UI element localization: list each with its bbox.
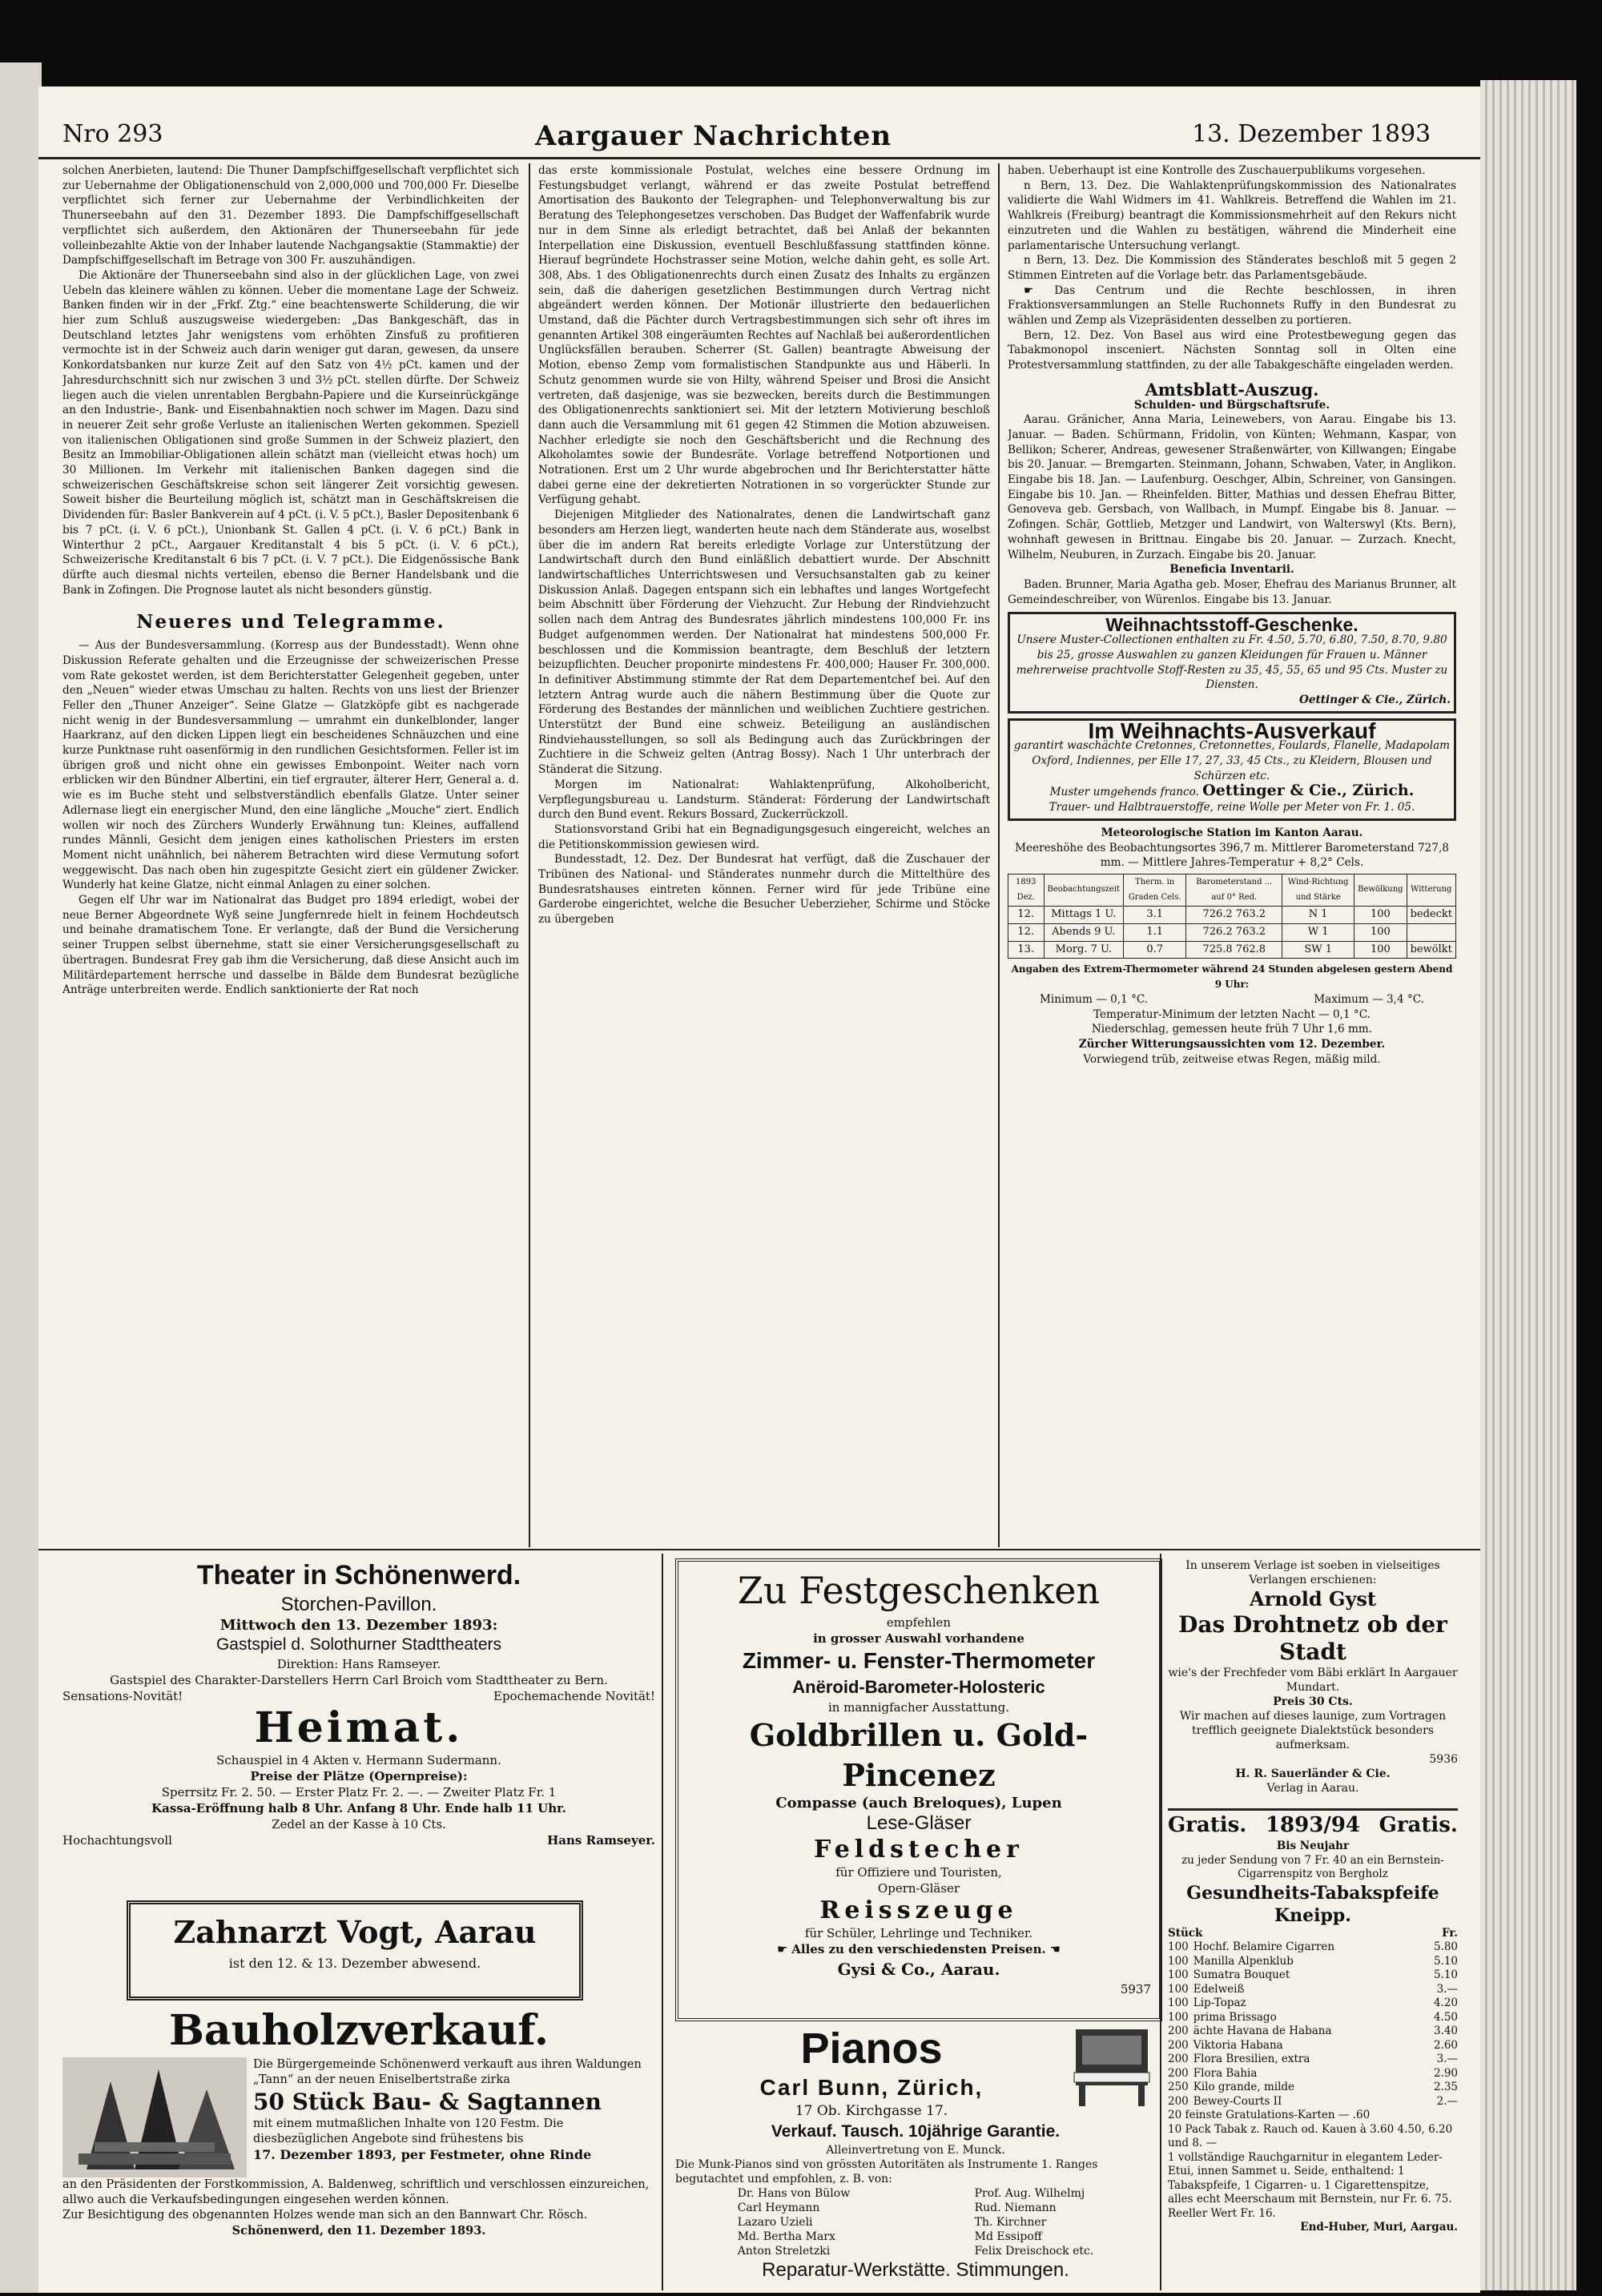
table-header-cell: 1893 Dez. xyxy=(1008,874,1045,906)
item-qty: 200 xyxy=(1168,2066,1189,2080)
item-name: Flora Bresilien, extra xyxy=(1193,2053,1310,2065)
list-item xyxy=(1168,2095,1458,2109)
section-heading: Neueres und Telegramme. xyxy=(136,611,445,633)
item-price: 5.80 xyxy=(1433,1940,1458,1953)
ad-text: 10 Pack Tabak z. Rauch od. Kauen à 3.60 4.50, 6.20 und 8. — xyxy=(1168,2122,1453,2149)
list-item: Carl Heymann xyxy=(737,2202,820,2214)
ad-text: empfehlen xyxy=(886,1615,952,1630)
paragraph: Baden. Brunner, Maria Agatha geb. Moser, Ehefrau des Marianus Brunner, alt Gemeindeschreiber, von Würenlos. Eingabe bis 13. Januar. xyxy=(1008,577,1456,606)
pointing-hand-icon: ☛ xyxy=(777,1942,792,1956)
list-header: Stück xyxy=(1168,1926,1203,1940)
table-cell: N 1 xyxy=(1282,907,1354,924)
ad-text: Direktion: Hans Ramseyer. xyxy=(276,1657,441,1671)
table-cell: bewölkt xyxy=(1407,941,1455,959)
table-header-cell: Witterung xyxy=(1407,874,1455,906)
item-price: 3.— xyxy=(1436,1982,1458,1996)
table-cell: 3.1 xyxy=(1124,907,1186,924)
item-qty: 200 xyxy=(1168,2053,1189,2065)
ad-firm: Oettinger & Cie., Zürich. xyxy=(1202,782,1415,800)
ad-year: 1893/94 xyxy=(1265,1813,1361,1837)
item-qty: 250 xyxy=(1168,2081,1189,2093)
item-name: Bewey-Courts II xyxy=(1193,2094,1282,2108)
meteo-forecast-title: Zürcher Witterungsaussichten vom 12. Dezember. xyxy=(1078,1037,1386,1051)
item-price: 2.35 xyxy=(1433,2081,1458,2093)
paragraph: Gegen elf Uhr war im Nationalrat das Budget pro 1894 erledigt, wobei der neue Berner Abgeordnete Wyß seine Jungfernrede hielt in feinem Hochdeutsch und beinahe dramatischem Tone. Er verlangte, daß der Bund die Versicherung seiner Truppen selbst übernehme, statt sie einer Versicherungsgesellschaft zu übertragen. Bundesrat Frey gab ihm die Versicherung, daß diese Ansicht auch im Militärdepartement herrsche und dasselbe in Bälde dem Bundesrat bezügliche Anträge unterbreiten werde. Endlich sanktionierte der Rat noch xyxy=(62,894,519,997)
item-qty: 200 xyxy=(1168,2094,1189,2108)
ad-text: In unserem Verlage ist soeben in vielseitiges Verlangen erschienen: xyxy=(1185,1559,1440,1586)
table-header-cell: Bewölkung xyxy=(1354,874,1407,906)
table-cell: 725.8 762.8 xyxy=(1186,941,1282,959)
ad-text: Compasse (auch Breloques), Lupen xyxy=(775,1795,1062,1811)
ad-firm: End-Huber, Muri, Aargau. xyxy=(1300,2221,1458,2234)
left-page-edge xyxy=(0,62,42,2293)
ad-subtitle: Storchen-Pavillon. xyxy=(280,1594,437,1615)
ad-text: Wir machen auf dieses launige, zum Vortragen trefflich geeignete Dialektstück besonders aufmerksam. xyxy=(1179,1710,1447,1751)
meteo-night-minimum: Temperatur-Minimum der letzten Nacht — 0,1 °C. xyxy=(1093,1007,1371,1021)
paragraph: Diejenigen Mitglieder des Nationalrates, denen die Landwirtschaft ganz besonders am Herzen liegt, wanderten heute nach dem Ständerate aus, woselbst über die im andern Rat bereits erledigte Vorlage zur Unterstützung der Landwirtschaft durch den Bund einläßlich debattiert wurde. Der Abschnitt landwirtschaftliches Unterrichtswesen und Versuchsanstalten gab zu keiner Diskussion Anlaß. Dagegen entspann sich ein lebhaftes und langes Wortgefecht beim Abschnitt über Förderung der Viehzucht. Zur Hebung der Rindviehzucht sollen nach dem Antrag des Bundesrates jährlich mindestens 100,000 Fr. ins Budget aufgenommen werden. Der Nationalrat hat mindestens 500,000 Fr. beschlossen und die Kommission beantragte, dem Beschluß der letztern beizupflichten. Deucher proponirte mindestens Fr. 400,000; Hauser Fr. 300,000. In definitiver Abstimmung stimmte der Rat dem Departementchef bei. Auf den letztern Antrag wurde auch die nähern Bestimmung über die Quote zur Förderung des Bestandes der männlichen und weiblichen Zuchtiere gestrichen. Unterstützt der Bund eine schweiz. Beteiligung an ausländischen Rindviehausstellungen, so soll als Bedingung auch das Zurückbringen der Zuchtiere in die Schweiz gelten (Antrag Bossy). Nach 1 Uhr unterbrach der Ständerat die Sitzung. xyxy=(538,509,990,777)
meteo-text: Meereshöhe des Beobachtungsortes 396,7 m. Mittlerer Barometerstand 727,8 mm. — Mittlere Jahres-Temperatur + 8,2° Cels. xyxy=(1015,841,1449,870)
table-cell: 1.1 xyxy=(1124,924,1186,942)
list-item xyxy=(1168,2053,1458,2067)
meteo-maximum: Maximum — 3,4 °C. xyxy=(1314,992,1424,1006)
ad-text: Verkauf. Tausch. 10jährige Garantie. xyxy=(771,2122,1061,2141)
item-name: Viktoria Habana xyxy=(1193,2038,1283,2052)
table-cell: Abends 9 U. xyxy=(1044,924,1124,942)
paragraph: haben. Ueberhaupt ist eine Kontrolle des Zuschauerpublikums vorgesehen. xyxy=(1008,164,1426,177)
newspaper-page xyxy=(38,86,1480,2293)
meteo-table-header xyxy=(1008,874,1456,906)
ad-text: 20 feinste Gratulations-Karten — .60 xyxy=(1168,2109,1371,2121)
ad-text: in grosser Auswahl vorhandene xyxy=(813,1631,1024,1646)
paragraph: Aarau. Gränicher, Anna Maria, Leinewebers, von Aarau. Eingabe bis 13. Januar. — Baden. Schürmann, Fridolin, von Künten; Wehmann, Kaspar, von Bellikon; Scherer, Andreas, gewesener Straßenwärter, von Killwangen; Eingabe bis 20. Januar. — Bremgarten. Steinmann, Johann, Schwaben, Vater, in Anglikon. Eingabe bis 18. Jan. — Laufenburg. Oeschger, Albin, Schreiner, von Gansingen. Eingabe bis 10. Jan. — Rheinfelden. Bitter, Mathias und dessen Ehefrau Bitter, Genoveva geb. Gersbach, von Wallbach, in Mumpf. Eingabe bis 8. Januar. — Zofingen. Schär, Gottlieb, Metzger und Landwirt, von Walterswyl (Kts. Bern), wohnhaft gewesen in Brittnau. Eingabe bis 20. Januar. — Zurzach. Knecht, Wilhelm, Neuburen, in Zurzach. Eingabe bis 20. Januar. xyxy=(1008,413,1456,561)
paragraph: das erste kommissionale Postulat, welches eine bessere Ordnung im Festungsbudget verlangt, während er das zweite Postulat betreffend Amortisation des Baukonto der Telegraphen- und Telephonverwaltung bis zur Beratung des Telephongesetzes verschoben. Das Budget der Waffenfabrik wurde nur in dem Sinne als erledigt betrachtet, daß bei Anlaß der bekannten Interpellation eine Diskussion, eventuell Beschlußfassung stattfinden könne. Hierauf begründete Hochstrasser seine Motion, welche dahin geht, es solle Art. 308, Abs. 1 des Obligationenrechts durch einen Zusatz des Inhalts zu ergänzen sein, daß die daherigen gesetzlichen Bestimmungen durch Vertrag nicht abgeändert werden können. Der Motionär illustrierte den bedauerlichen Umstand, daß die Pächter durch Vertragsbestimmungen sich sehr oft ihres im genannten Artikel 308 eingeräumten Rechtes auf Nachlaß bei außerordentlichen Unglücksfällen berauben. Scherrer (St. Gallen) beantragte Abweisung der Motion, ebenso Zemp vom formalistischen Standpunkte aus und Häberli. In Schutz genommen wurde sie von Hilty, während Speiser und Brosi die Ansicht vertreten, daß dasjenige, was sie bezwecken, bereits durch die Bestimmungen des Obligationenrechts sanktioniert sei. Mit der letztern Motivierung beschloß dann auch die Versammlung mit 61 gegen 42 Stimmen die Motion abzuweisen. Nachher erledigte sie noch den Geschäftsbericht und die Rechnung des Alkoholamtes sowie der Bundesräte. Vorlage betreffend Notportionen und Notrationen. Erst um 2 Uhr wurde abgebrochen und Ihr Berichterstatter hätte dabei gerne eine der dekretierten Notrationen in so vorgerückter Stunde zur Verfügung gehabt. xyxy=(538,164,990,507)
paragraph: Stationsvorstand Gribi hat ein Begnadigungsgesuch eingereicht, welches an die Petitionskommission gewiesen wird. xyxy=(538,822,990,851)
ad-text: wie's der Frechfeder vom Bäbi erklärt In Aargauer Mundart. xyxy=(1168,1667,1458,1694)
ad-date: 17. Dezember 1893, per Festmeter, ohne Rinde xyxy=(253,2147,592,2162)
table-cell: 100 xyxy=(1354,941,1407,959)
ad-text: 1 vollständige Rauchgarnitur in elegantem Leder-Etui, innen Sammet u. Seide, enthaltend: 1 Tabakspfeife, 1 Cigarren- u. 1 Cigarettenspitze, alles echt Meerschaum mit Bernstein, nur Fr. 6. 75. Reeller Wert Fr. 16. xyxy=(1168,2150,1452,2220)
ad-highlight: Reisszeuge xyxy=(819,1896,1018,1924)
endorser-list xyxy=(975,2186,1094,2258)
ad-firm: Carl Bunn, Zürich, xyxy=(759,2075,984,2100)
ad-kneipp xyxy=(1168,1808,1458,2291)
table-cell: 100 xyxy=(1354,924,1407,942)
item-name: Kilo grande, milde xyxy=(1193,2081,1295,2093)
list-item xyxy=(1168,1983,1458,1997)
ad-highlight: 50 Stück Bau- & Sagtannen xyxy=(253,2089,602,2115)
item-price: 2.90 xyxy=(1433,2066,1458,2080)
ad-text: Alleinvertretung von E. Munck. xyxy=(826,2144,1005,2157)
list-item xyxy=(1168,2011,1458,2025)
list-item: Anton Streletzki xyxy=(737,2245,831,2258)
list-item xyxy=(1168,1940,1458,1955)
right-page-stack xyxy=(1480,80,1576,2290)
list-item: Md. Bertha Marx xyxy=(737,2230,835,2243)
table-row xyxy=(1008,907,1456,924)
paragraph: n Bern, 13. Dez. Die Kommission des Ständerates beschloß mit 5 gegen 2 Stimmen Eintreten auf die Vorlage betr. das Parlamentsgebäude. xyxy=(1008,254,1456,282)
item-price: 3.— xyxy=(1436,2053,1458,2065)
table-header-cell: Therm. in Graden Cels. xyxy=(1124,874,1186,906)
item-qty: 100 xyxy=(1168,2010,1189,2024)
ad-title: Theater in Schönenwerd. xyxy=(196,1560,521,1590)
ad-text: Lese-Gläser xyxy=(866,1812,972,1834)
ad-text: Schauspiel in 4 Akten v. Hermann Sudermann. xyxy=(216,1753,501,1767)
ad-number: 5937 xyxy=(1120,1982,1151,1996)
list-item xyxy=(1168,2081,1458,2095)
ad-title: Bauholzverkauf. xyxy=(168,2006,549,2055)
ad-firm: Oettinger & Cie., Zürich. xyxy=(1298,693,1451,706)
column-rule xyxy=(998,163,1000,1547)
price-list xyxy=(1168,1940,1458,2109)
ad-title: Pianos xyxy=(800,2025,943,2073)
ads-separator xyxy=(38,1549,1480,1550)
ad-text: garantirt waschächte Cretonnes, Cretonnettes, Foulards, Flanelle, Madapolam Oxford, Indiennes, per Elle 17, 27, 33, 45 Cts., zu Kleidern, Blousen und Schürzen etc. xyxy=(1013,739,1451,782)
ad-festgeschenke xyxy=(675,1558,1162,2021)
ad-gyst-book xyxy=(1168,1558,1458,1799)
ad-number: 5936 xyxy=(1429,1753,1458,1766)
paragraph: solchen Anerbieten, lautend: Die Thuner Dampfschiffgesellschaft verpflichtet sich zur Uebernahme der Obligationenschuld von 2,000,000 und 700,000 Fr. Dieselbe verpflichtet sich ferner zur Uebernahme der Verbindlichkeiten der Thunerseebahn auf den 31. Dezember 1893. Die Dampfschiffgesellschaft verpflichtet sich außerdem, den Aktionären der Thunerseebahn für jede volleinbezahlte Aktie von der Inhaber lautende Nachgangsaktie (Stammaktie) der Dampfschiffgesellschaft im Betrage von 300 Fr. auszuhändigen. xyxy=(62,164,519,267)
column-2 xyxy=(538,163,990,1547)
ad-text: an den Präsidenten der Forstkommission, A. Baldenweg, schriftlich und verschlossen einzureichen, allwo auch die Verkaufsbedingungen eingesehen werden können. xyxy=(62,2178,650,2206)
table-cell: 726.2 763.2 xyxy=(1186,907,1282,924)
table-row xyxy=(1008,941,1456,959)
item-price: 2.60 xyxy=(1433,2038,1458,2052)
item-price: 5.10 xyxy=(1433,1968,1458,1981)
ad-address: 17 Ob. Kirchgasse 17. xyxy=(795,2103,948,2119)
table-cell: 726.2 763.2 xyxy=(1186,924,1282,942)
list-item xyxy=(1168,1955,1458,1969)
table-cell: Mittags 1 U. xyxy=(1044,907,1124,924)
ad-gratis: Gratis. xyxy=(1168,1813,1247,1837)
meteo-extreme: Angaben des Extrem-Thermometer während 24 Stunden abgelesen gestern Abend 9 Uhr: xyxy=(1011,963,1453,991)
ad-date: Mittwoch den 13. Dezember 1893: xyxy=(219,1617,498,1634)
ad-highlight: Zimmer- u. Fenster-Thermometer xyxy=(742,1648,1096,1673)
item-qty: 100 xyxy=(1168,1996,1189,2009)
item-qty: 100 xyxy=(1168,1940,1189,1953)
list-item xyxy=(1168,2067,1458,2081)
item-name: Lip-Topaz xyxy=(1193,1996,1246,2009)
ad-bauholz xyxy=(62,2004,655,2289)
ad-firm: Gysi & Co., Aarau. xyxy=(837,1960,1000,1979)
list-item: Md Essipoff xyxy=(974,2230,1042,2243)
item-name: prima Brissago xyxy=(1193,2010,1277,2024)
forest-illustration xyxy=(62,2057,247,2177)
item-name: Manilla Alpenklub xyxy=(1193,1954,1294,1968)
item-name: ächte Havana de Habana xyxy=(1193,2025,1332,2037)
ad-text: in mannigfacher Ausstattung. xyxy=(827,1700,1010,1715)
ad-text: Sperrsitz Fr. 2. 50. — Erster Platz Fr. 2. —. — Zweiter Platz Fr. 1 xyxy=(161,1785,557,1799)
column-rule xyxy=(529,163,530,1547)
item-price: 2.— xyxy=(1436,2094,1458,2108)
piano-illustration xyxy=(1068,2023,1156,2111)
ad-price: Preis 30 Cts. xyxy=(1273,1695,1353,1708)
meteo-table xyxy=(1008,874,1456,959)
item-name: Hochf. Belamire Cigarren xyxy=(1193,1940,1335,1953)
ad-title: Weihnachtsstoff-Geschenke. xyxy=(1105,614,1358,636)
meteo-rain: Niederschlag, gemessen heute früh 7 Uhr 1,6 mm. xyxy=(1091,1023,1373,1036)
table-cell: 12. xyxy=(1008,907,1045,924)
pointing-hand-icon: ☛ xyxy=(1024,283,1055,297)
meteo-minimum: Minimum — 0,1 °C. xyxy=(1040,992,1149,1006)
ad-text: Trauer- und Halbtrauerstoffe, reine Wolle per Meter von Fr. 1. 05. xyxy=(1049,801,1415,814)
paragraph: Morgen im Nationalrat: Wahlaktenprüfung, Alkoholbericht, Verpflegungsbureau u. Landsturm. Ständerat: Förderung der Landwirtschaft durch den Bund event. Rekurs Bossard, Zuckerrückzoll. xyxy=(538,778,990,822)
ads-rule xyxy=(1160,1554,1161,2290)
ad-text: Sensations-Novität! xyxy=(62,1689,183,1703)
endorser-list xyxy=(738,2186,851,2258)
paragraph: Das Centrum und die Rechte beschlossen, in ihren Fraktionsversammlungen an Stelle Ruchonnets Ruffy in den Bundesrat zu wählen und Zemp als Vizepräsidenten desselben zu portieren. xyxy=(1008,283,1456,328)
ad-text: Hochachtungsvoll xyxy=(62,1833,172,1848)
ad-text: Kassa-Eröffnung halb 8 Uhr. Anfang 8 Uhr. Ende halb 11 Uhr. xyxy=(151,1801,566,1815)
table-cell: SW 1 xyxy=(1282,941,1354,959)
list-item xyxy=(1168,2039,1458,2053)
ad-author: Arnold Gyst xyxy=(1249,1587,1376,1610)
item-qty: 100 xyxy=(1168,1954,1189,1968)
item-price: 3.40 xyxy=(1433,2025,1458,2037)
ad-text: Gastspiel d. Solothurner Stadttheaters xyxy=(215,1635,502,1654)
ad-highlight: Feldstecher xyxy=(814,1836,1024,1864)
ad-title: Zahnarzt Vogt, Aarau xyxy=(173,1914,537,1950)
ad-text: Alles zu den verschiedensten Preisen. xyxy=(791,1942,1046,1956)
ad-text: für Schüler, Lehrlinge und Techniker. xyxy=(804,1926,1033,1940)
masthead-title: Aargauer Nachrichten xyxy=(535,120,892,152)
table-header-cell: Barometerstand ... auf 0° Red. xyxy=(1186,874,1282,906)
paragraph: — Aus der Bundesversammlung. (Korresp aus der Bundesstadt). Wenn ohne Diskussion Referate gehalten und die Erzeugnisse der schweizerischen Presse vom Rate gekostet werden, ist dem Berichterstatter Gelegenheit gegeben, unter den „Neuen“ wieder etwas Umschau zu halten. Rechts von uns liest der Brienzer Feller den „Thuner Anzeiger“. Seine Glatze — Glatzköpfe gibt es nachgerade nicht wenig in der Bundesversammlung — umrahmt ein dunkelblonder, langer Haarkranz, auf den dicken Lippen liegt ein bescheidenes Schnäuzchen und eine kurze Punktnase ruht oasenförmig in den rundlichen Gesichtsformen. Feller ist im übrigen groß und nicht ohne ein gewisses Embonpoint. Weiter nach vorn erblicken wir den Bündner Albertini, ein tief ergrauter, älterer Herr, General a. d. wie es im Buche steht und selbstverständlich ebenfalls Glatze. Unter seiner Adlernase liegt ein energischer Mund, den eine längliche „Mouche“ ziert. Endlich wollen wir noch des Zürchers Wunderly Erwähnung tun: Kleines, auffallend rundes Männli, Gesicht dem jenigen eines katholischen Priesters im ersten Moment nicht unähnlich, bei näherem Betrachten wird diese Vermutung sofort weggewischt. Das nach oben hin zugespitzte Gesicht ziert ein güldener Zwicker. Wunderly hat keine Glatze, nicht einmal Anlagen zu einer solchen. xyxy=(62,639,519,892)
table-header-cell: Wind-Richtung und Stärke xyxy=(1282,874,1354,906)
header-rule xyxy=(38,157,1480,159)
paragraph: Bundesstadt, 12. Dez. Der Bundesrat hat verfügt, daß die Zuschauer der Tribünen des National- und Ständerates nunmehr durch die Mittelthüre des Bundesratshauses eintreten können. Ferner wird für jede Tribüne eine Garderobe eingerichtet, welche die Besucher Ueberzieher, Schirme und Stöcke zu übergeben xyxy=(538,853,990,927)
ad-weihnachtsstoff xyxy=(1008,612,1456,713)
column-3 xyxy=(1008,163,1456,1547)
table-cell: bedeckt xyxy=(1407,907,1455,924)
ad-highlight: Goldbrillen u. Gold-Pincenez xyxy=(749,1717,1089,1793)
item-price: 4.50 xyxy=(1433,2010,1458,2024)
list-item: Dr. Hans von Bülow xyxy=(737,2187,851,2200)
paragraph: n Bern, 13. Dez. Die Wahlaktenprüfungskommission des Nationalrates validierte die Wahl Widmers im 41. Wahlkreis. Betreffend die Wahlen im 21. Wahlkreis (Freiburg) beantragt die Kommissionsmehrheit auf den Rekurs nicht einzutreten und die Wahlen zu bestätigen, während die Minderheit eine parlamentarische Untersuchung verlangt. xyxy=(1008,179,1456,252)
amtsblatt-subtitle: Schulden- und Bürgschaftsrufe. xyxy=(1133,398,1330,412)
ad-title: Gesundheits-Tabakspfeife Kneipp. xyxy=(1186,1882,1439,1926)
item-qty: 100 xyxy=(1168,1968,1189,1981)
ad-text: Zedel an der Kasse à 10 Cts. xyxy=(272,1817,446,1832)
ad-text: Bis Neujahr xyxy=(1276,1840,1350,1852)
item-price: 4.20 xyxy=(1433,1996,1458,2009)
meteo-title: Meteorologische Station im Kanton Aarau. xyxy=(1101,826,1363,839)
table-cell: 100 xyxy=(1354,907,1407,924)
list-header: Fr. xyxy=(1442,1926,1458,1940)
table-cell xyxy=(1407,924,1455,942)
ad-text: ist den 12. & 13. Dezember abwesend. xyxy=(228,1956,481,1971)
ad-theater xyxy=(62,1558,655,1895)
table-cell: W 1 xyxy=(1282,924,1354,942)
ad-text: Verlag in Aarau. xyxy=(1266,1782,1359,1795)
ad-text: Gastspiel des Charakter-Darstellers Herrn Carl Broich vom Stadttheater zu Bern. xyxy=(110,1673,608,1687)
item-qty: 200 xyxy=(1168,2025,1189,2037)
ad-title: Im Weihnachts-Ausverkauf xyxy=(1088,718,1376,743)
table-row xyxy=(1008,924,1456,942)
item-name: Sumatra Bouquet xyxy=(1193,1968,1290,1981)
item-price: 5.10 xyxy=(1433,1954,1458,1968)
list-item: Th. Kirchner xyxy=(974,2216,1047,2229)
list-item: Rud. Niemann xyxy=(974,2202,1057,2214)
issue-date: 13. Dezember 1893 xyxy=(1192,120,1431,148)
ad-play-title: Heimat. xyxy=(254,1703,464,1752)
ad-signature: Hans Ramseyer. xyxy=(547,1833,655,1848)
ad-note: Muster umgehends franco. xyxy=(1049,786,1199,799)
ad-text: zu jeder Sendung von 7 Fr. 40 an ein Bernstein-Cigarrenspitz von Bergholz xyxy=(1181,1853,1444,1880)
item-qty: 200 xyxy=(1168,2038,1189,2052)
ad-text: Die Bürgergemeinde Schönenwerd verkauft aus ihren Waldungen „Tann“ an der neuen Eniselbertstraße zirka xyxy=(253,2058,642,2086)
table-cell: Morg. 7 U. xyxy=(1044,941,1124,959)
ad-text: Unsere Muster-Collectionen enthalten zu Fr. 4.50, 5.70, 6.80, 7.50, 8.70, 9.80 bis 25, grosse Auswahlen zu ganzen Kleidungen für Frauen u. Männer mehrerweise prachtvolle Stoff-Resten zu 35, 45, 55, 65 und 95 Cts. Muster zu Diensten. xyxy=(1016,633,1448,692)
ad-weihnachts-ausverkauf xyxy=(1008,718,1456,821)
ad-zahnarzt xyxy=(127,1900,583,2000)
list-item: Lazaro Uzieli xyxy=(737,2216,813,2229)
ad-firm: H. R. Sauerländer & Cie. xyxy=(1235,1767,1391,1780)
item-name: Edelweiß xyxy=(1193,1982,1245,1996)
ad-gratis: Gratis. xyxy=(1379,1813,1458,1837)
paragraph: Die Aktionäre der Thunerseebahn sind also in der glücklichen Lage, von zwei Uebeln das kleinere wählen zu können. Ueber die momentane Lage der Schweiz. Banken finden wir in der „Frkf. Ztg.“ eine beachtenswerte Schilderung, die wir hier zum Schluß auszugsweise wiedergeben: „Das Bankgeschäft, das in Deutschland letztes Jahr wenigstens vom erhöhten Zinsfuß zu profitieren vermochte ist in der Schweiz auch darin weniger gut daran, gewesen, da unsere Konkordatsbanken nur kurze Zeit auf den Satz von 4½ pCt. kamen und der Jahresdurchschnitt sich nur zwischen 3 und 3½ pCt. stellen dürfte. Der Schweiz liegen auch die vielen unrentablen Bergbahn-Papiere und die Kurseinrückgänge an den Industrie-, Bank- und Eisenbahnaktien noch schwer im Magen. Dazu sind in neuerer Zeit sehr große Verluste an italienischen Werten gekommen. Speziell von italienischen Obligationen sind große Summen in der Schweiz plaziert, den Besitz an Immobiliar-Obligationen allein schätzt man (vielleicht etwas hoch) um 30 Millionen. Im Verkehr mit italienischen Banken dagegen sind die schweizerischen Geschäftskreise schon seit längerer Zeit vorsichtig gewesen. Soweit bisher die Beurteilung möglich ist, schätzt man in Geschäftskreisen die Dividenden für: Basler Bankverein auf 4 pCt. (i. V. 5 pCt.), Basler Depositenbank 6 bis 7 pCt. (i. V. 6 pCt.), Unionbank St. Gallen 4 pCt. (i. V. 6 pCt.) Bank in Winterthur 2 pCt., Aargauer Kreditanstalt 4 bis 5 pCt. (i. V. 6 pCt.), Schweizerische Kreditanstalt 6 bis 7 pCt. (i. V. 7 pCt.). Die Eidgenössische Bank dürfte auch diesmal nichts verteilen, ebenso die Berner Handelsbank und die Bank in Zofingen. Die Prognose lautet als nicht besonders günstig. xyxy=(62,268,519,597)
ad-text: Epochemachende Novität! xyxy=(493,1689,655,1703)
beneficia-title: Beneficia Inventarii. xyxy=(1169,563,1294,577)
amtsblatt-title: Amtsblatt-Auszug. xyxy=(1145,379,1319,400)
item-name: Flora Bahia xyxy=(1193,2066,1258,2080)
ad-text: mit einem mutmaßlichen Inhalte von 120 Festm. Die diesbezüglichen Angebote sind frühestens bis xyxy=(253,2117,564,2145)
ad-text: Preise der Plätze (Opernpreise): xyxy=(250,1769,468,1783)
table-cell: 13. xyxy=(1008,941,1045,959)
paragraph: Bern, 12. Dez. Von Basel aus wird eine Protestbewegung gegen das Tabakmonopol insceniert. Nächsten Sonntag soll in Olten eine Protestversammlung stattfinden, zu der alle Tabakgeschäfte eingeladen werden. xyxy=(1008,328,1456,372)
list-item: Felix Dreischock etc. xyxy=(974,2245,1094,2258)
ad-title: Das Drohtnetz ob der Stadt xyxy=(1178,1611,1447,1665)
item-qty: 100 xyxy=(1168,1982,1189,1996)
ad-signature: Schönenwerd, den 11. Dezember 1893. xyxy=(231,2224,486,2238)
list-item xyxy=(1168,1996,1458,2011)
ads-rule xyxy=(662,1554,663,2290)
ad-pianos xyxy=(675,2023,1156,2291)
list-item xyxy=(1168,1968,1458,1983)
ad-highlight: Anëroid-Barometer-Holosteric xyxy=(792,1677,1045,1697)
list-item xyxy=(1168,2025,1458,2039)
ad-text: für Offiziere und Touristen, xyxy=(835,1865,1002,1880)
meteo-forecast: Vorwiegend trüb, zeitweise etwas Regen, mäßig mild. xyxy=(1083,1052,1381,1066)
ad-footer: Reparatur-Werkstätte. Stimmungen. xyxy=(762,2259,1069,2281)
ad-title: Zu Festgeschenken xyxy=(737,1569,1101,1612)
table-cell: 0.7 xyxy=(1124,941,1186,959)
pointing-hand-icon: ☚ xyxy=(1045,1942,1061,1956)
table-header-cell: Beobachtungszeit xyxy=(1044,874,1124,906)
ad-text: Die Munk-Pianos sind von grössten Autoritäten als Instrumente 1. Ranges begutachtet und empfohlen, z. B. von: xyxy=(675,2158,1098,2185)
ad-text: Zur Besichtigung des obgenannten Holzes wende man sich an den Bannwart Chr. Rösch. xyxy=(62,2209,588,2222)
table-cell: 12. xyxy=(1008,924,1045,942)
issue-number: Nro 293 xyxy=(62,120,163,148)
ad-text: Opern-Gläser xyxy=(877,1881,960,1896)
column-1 xyxy=(62,163,519,1547)
list-item: Prof. Aug. Wilhelmj xyxy=(974,2187,1085,2200)
